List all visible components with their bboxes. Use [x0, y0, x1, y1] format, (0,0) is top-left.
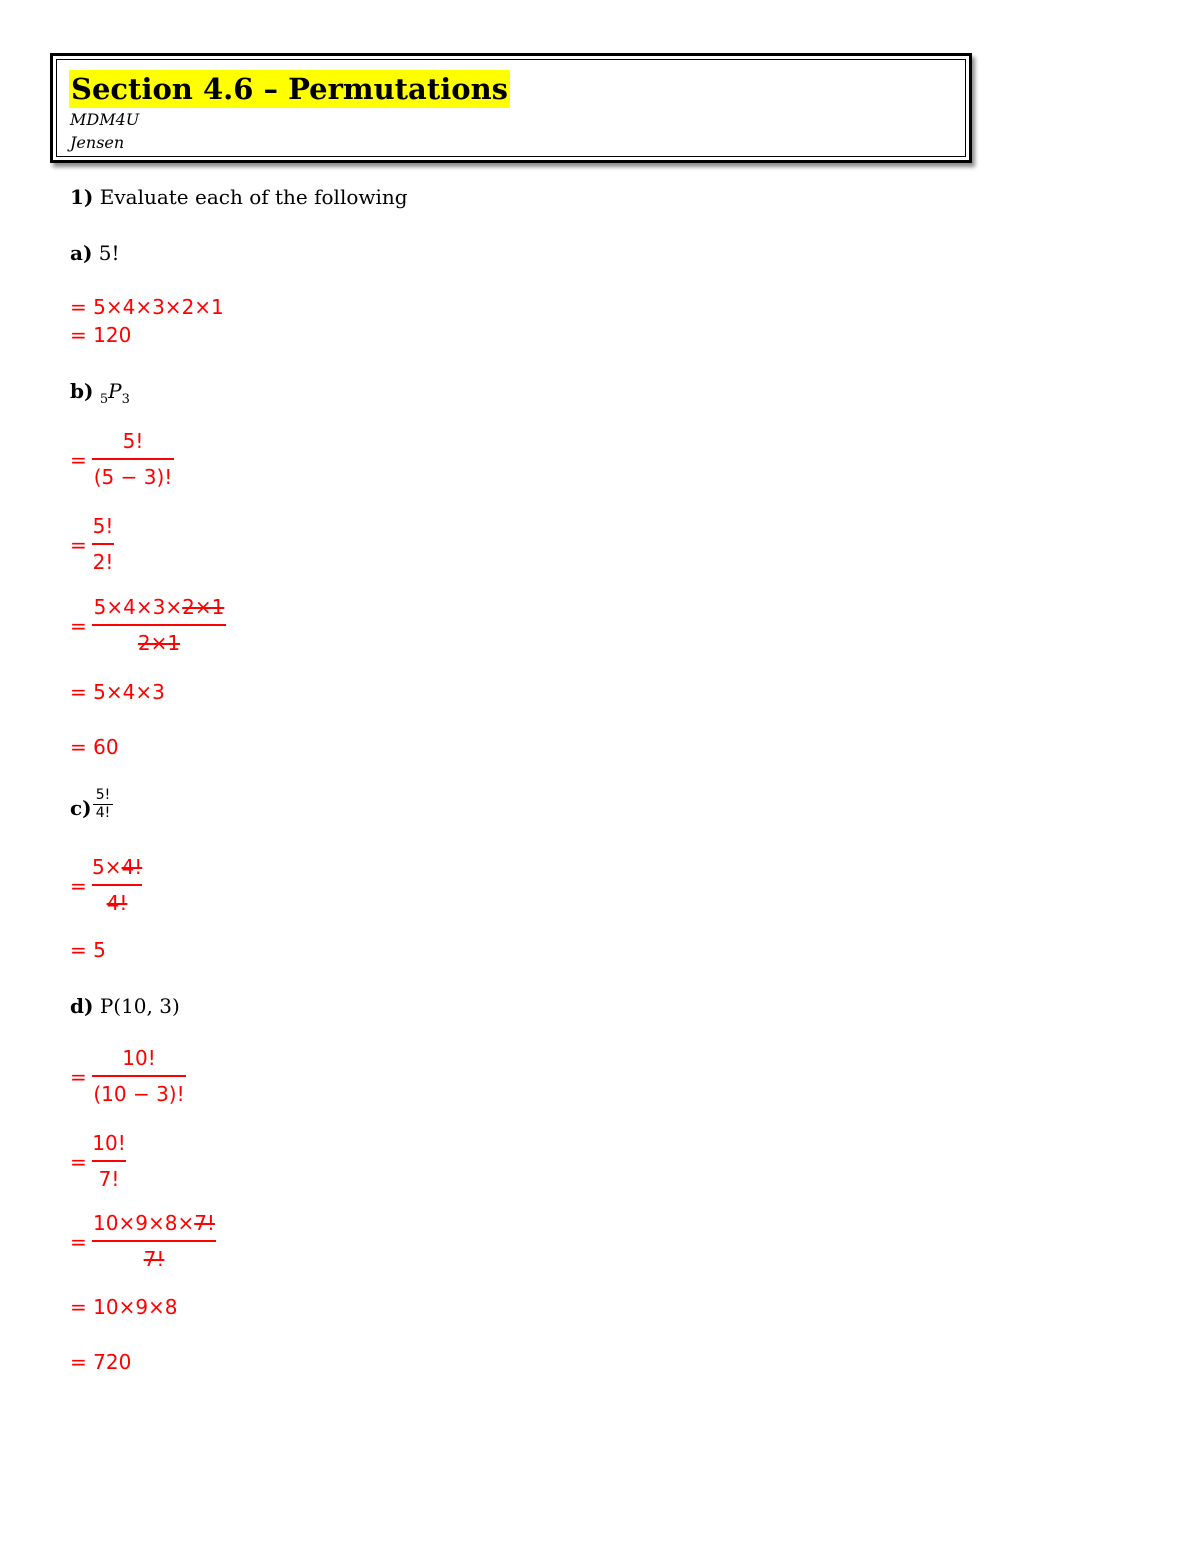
fraction — [92, 513, 114, 575]
part-d-label: d) — [70, 994, 94, 1018]
numerator-kept: 10×9×8× — [93, 1211, 195, 1235]
numerator — [92, 594, 226, 620]
part-b-step-5: = 60 — [70, 735, 119, 759]
fraction — [92, 1130, 126, 1192]
fraction — [92, 1210, 216, 1272]
fraction-bar — [92, 543, 114, 545]
denominator-cancelled: 7! — [143, 1247, 165, 1271]
question-prompt: Evaluate each of the following — [99, 185, 408, 209]
numerator-cancelled: 7! — [194, 1211, 215, 1235]
fraction-bar — [92, 1075, 186, 1077]
part-d-step-4: = 10×9×8 — [70, 1295, 178, 1319]
equals-sign: = — [70, 1150, 87, 1174]
part-d-question — [70, 993, 180, 1019]
fraction-bar — [92, 1240, 216, 1242]
numerator — [92, 854, 142, 880]
course-code: MDM4U — [70, 110, 140, 129]
part-b-step-4: = 5×4×3 — [70, 680, 165, 704]
fraction-bar — [92, 624, 226, 626]
part-b-sub-r: 3 — [121, 392, 130, 407]
denominator: 2! — [92, 550, 114, 574]
numerator: 5! — [92, 514, 114, 538]
numerator: 10! — [122, 1046, 156, 1070]
question-number: 1) — [70, 185, 94, 209]
part-a-step-2: = 120 — [70, 323, 132, 347]
fraction — [92, 594, 226, 656]
part-d-step-5: = 720 — [70, 1350, 132, 1374]
equals-sign: = — [70, 1065, 87, 1089]
fraction — [92, 854, 142, 916]
fraction-bar — [92, 1160, 126, 1162]
part-a-question — [70, 240, 120, 266]
part-a-step-1: = 5×4×3×2×1 — [70, 295, 224, 319]
equals-sign: = — [70, 1230, 87, 1254]
page-title: Section 4.6 – Permutations — [71, 72, 509, 106]
denominator: (10 − 3)! — [93, 1082, 185, 1106]
part-b-question — [70, 378, 130, 413]
part-c-step-2: = 5 — [70, 938, 106, 962]
question-1 — [70, 184, 408, 210]
numerator: 5! — [122, 429, 144, 453]
part-d-expression: P(10, 3) — [99, 994, 180, 1018]
numerator-kept: 5× — [92, 855, 122, 879]
part-b-p-symbol: P — [108, 379, 122, 403]
denominator: (5 − 3)! — [93, 465, 173, 489]
part-c-expression — [93, 788, 113, 821]
part-b-label: b) — [70, 379, 94, 403]
fraction — [92, 428, 174, 490]
numerator — [92, 1210, 216, 1236]
part-b-sub-n: 5 — [99, 392, 109, 407]
equals-sign: = — [70, 533, 87, 557]
denominator-cancelled: 4! — [106, 891, 128, 915]
denominator: 7! — [98, 1167, 120, 1191]
fraction-bar — [92, 884, 142, 886]
numerator-cancelled: 4! — [121, 855, 143, 879]
fraction — [92, 1045, 186, 1107]
part-a-label: a) — [70, 241, 93, 265]
part-c-label: c) — [70, 796, 92, 820]
author-name: Jensen — [70, 133, 125, 152]
part-c-denominator: 4! — [95, 805, 111, 821]
part-c-numerator: 5! — [95, 787, 111, 803]
denominator-cancelled: 2×1 — [137, 631, 181, 655]
equals-sign: = — [70, 614, 87, 638]
part-c-question — [70, 795, 92, 821]
numerator: 10! — [92, 1131, 126, 1155]
equals-sign: = — [70, 874, 87, 898]
numerator-kept: 5×4×3× — [93, 595, 183, 619]
equals-sign: = — [70, 448, 87, 472]
numerator-cancelled: 2×1 — [182, 595, 225, 619]
part-a-expression: 5! — [98, 241, 120, 265]
fraction-bar — [92, 458, 174, 460]
